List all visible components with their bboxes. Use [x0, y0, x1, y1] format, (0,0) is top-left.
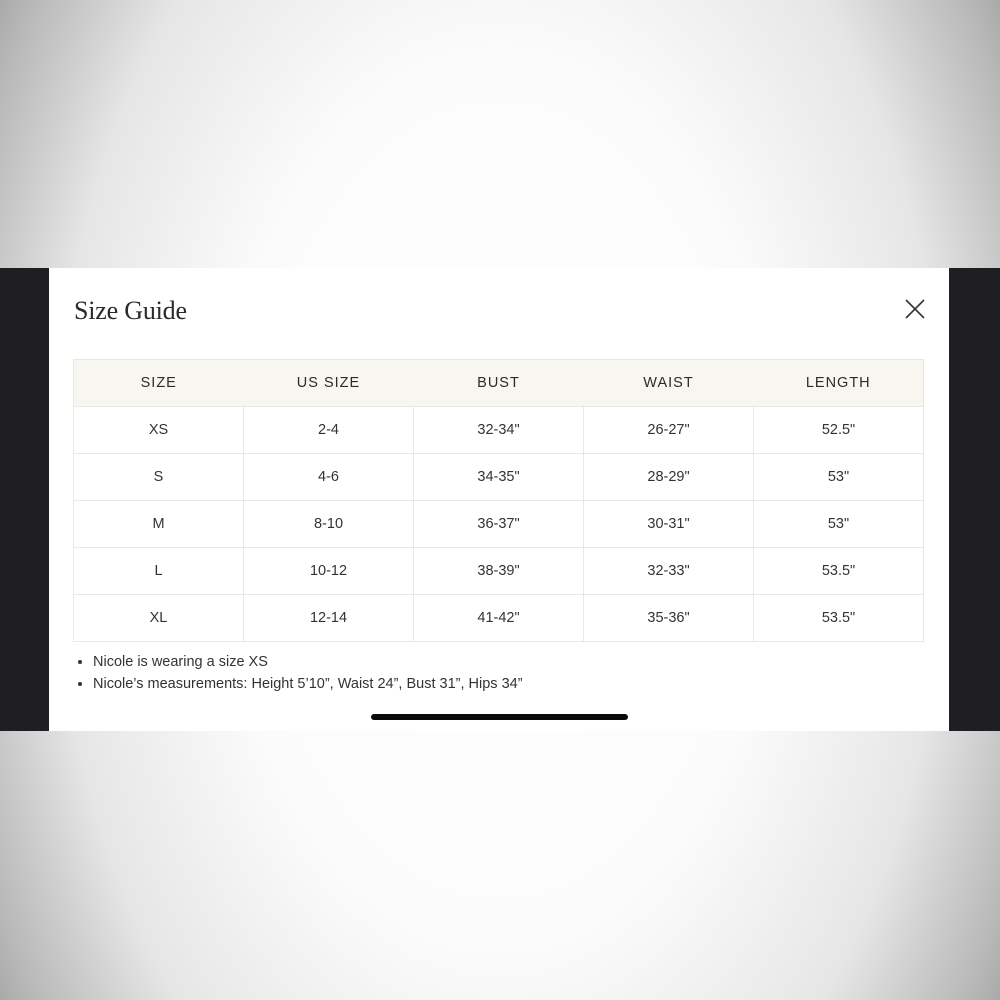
- home-indicator[interactable]: [371, 714, 628, 720]
- cell-us-size: 8-10: [244, 501, 414, 548]
- column-header-bust: BUST: [414, 360, 584, 407]
- cell-waist: 35-36": [584, 595, 754, 642]
- cell-bust: 41-42": [414, 595, 584, 642]
- table-row: [74, 407, 924, 454]
- column-header-waist: WAIST: [584, 360, 754, 407]
- table-header-row: [74, 360, 924, 407]
- size-table: [73, 359, 924, 642]
- cell-bust: 38-39": [414, 548, 584, 595]
- cell-us-size: 12-14: [244, 595, 414, 642]
- close-button[interactable]: [900, 294, 930, 324]
- table-row: [74, 548, 924, 595]
- column-header-size: SIZE: [74, 360, 244, 407]
- cell-waist: 26-27": [584, 407, 754, 454]
- fit-notes-list: [74, 651, 523, 695]
- size-guide-modal: [49, 268, 949, 731]
- cell-waist: 30-31": [584, 501, 754, 548]
- cell-length: 53": [754, 501, 924, 548]
- table-row: [74, 595, 924, 642]
- cell-us-size: 2-4: [244, 407, 414, 454]
- modal-title: Size Guide: [74, 296, 187, 325]
- fit-note: • Nicole is wearing a size XS: [93, 651, 523, 673]
- cell-us-size: 4-6: [244, 454, 414, 501]
- cell-size: L: [74, 548, 244, 595]
- cell-size: XS: [74, 407, 244, 454]
- cell-bust: 32-34": [414, 407, 584, 454]
- cell-length: 53.5": [754, 548, 924, 595]
- fit-note: • Nicole’s measurements: Height 5’10”, Waist 24”, Bust 31”, Hips 34”: [93, 673, 523, 695]
- table-row: [74, 501, 924, 548]
- cell-waist: 32-33": [584, 548, 754, 595]
- column-header-us-size: US SIZE: [244, 360, 414, 407]
- column-header-length: LENGTH: [754, 360, 924, 407]
- cell-length: 53.5": [754, 595, 924, 642]
- cell-us-size: 10-12: [244, 548, 414, 595]
- cell-waist: 28-29": [584, 454, 754, 501]
- cell-size: M: [74, 501, 244, 548]
- cell-length: 52.5": [754, 407, 924, 454]
- cell-bust: 36-37": [414, 501, 584, 548]
- table-row: [74, 454, 924, 501]
- cell-size: XL: [74, 595, 244, 642]
- cell-length: 53": [754, 454, 924, 501]
- cell-size: S: [74, 454, 244, 501]
- cell-bust: 34-35": [414, 454, 584, 501]
- close-icon: [900, 294, 930, 324]
